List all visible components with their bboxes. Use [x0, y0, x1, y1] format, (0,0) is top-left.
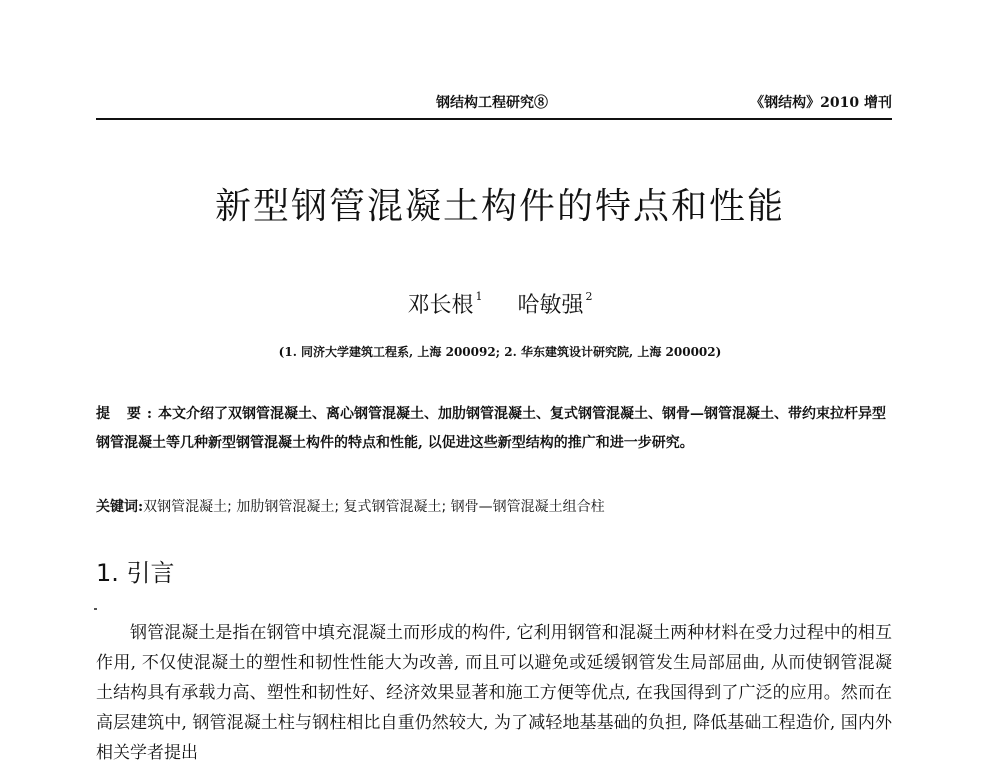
abstract-label: 提 要:: [96, 406, 159, 422]
scan-speck: [94, 608, 97, 610]
body-paragraph: 钢管混凝土是指在钢管中填充混凝土而形成的构件, 它利用钢管和混凝土两种材料在受力过程中的相互作用, 不仅使混凝土的塑性和韧性性能大为改善, 而且可以避免或延缓钢管发生局部屈曲, 从而使钢管混凝土结构具有承载力高、塑性和韧性好、经济效果显著和施工方便等优点, 在我国得到了广泛的应用。然而在高层建筑中, 钢管混凝土柱与钢柱相比自重仍然较大, 为了减轻地基基础的负担, 降低基础工程造价, 国内外相关学者提出: [96, 623, 892, 763]
author-line: [0, 288, 1000, 319]
keywords: [96, 494, 892, 520]
series-label: 钢结构工程研究⑧: [436, 95, 548, 111]
keywords-label: 关键词:: [96, 499, 144, 515]
keywords-text: 双钢管混凝土; 加肋钢管混凝土; 复式钢管混凝土; 钢骨—钢管混凝土组合柱: [143, 499, 605, 515]
author-name: 哈敏强: [517, 293, 584, 318]
header-rule: [96, 118, 892, 120]
affiliation-mark: 1: [475, 290, 483, 303]
section-heading: 1. 引言: [96, 559, 175, 587]
paper-title: 新型钢管混凝土构件的特点和性能: [214, 186, 785, 227]
affiliation-line: (1. 同济大学建筑工程系, 上海 200092; 2. 华东建筑设计研究院, 上海 200002): [278, 345, 722, 359]
abstract-text: 本文介绍了双钢管混凝土、离心钢管混凝土、加肋钢管混凝土、复式钢管混凝土、钢骨—钢管混凝土、带约束拉杆异型钢管混凝土等几种新型钢管混凝土构件的特点和性能, 以促进这些新型结构的推广和进一步研究。: [96, 406, 887, 451]
journal-label: 《钢结构》2010 增刊: [750, 95, 892, 111]
abstract: [96, 400, 892, 458]
running-header: [96, 88, 892, 114]
author-name: 邓长根: [407, 293, 474, 318]
affiliation-mark: 2: [585, 290, 593, 303]
author-2: [518, 288, 593, 319]
author-1: [407, 288, 482, 319]
